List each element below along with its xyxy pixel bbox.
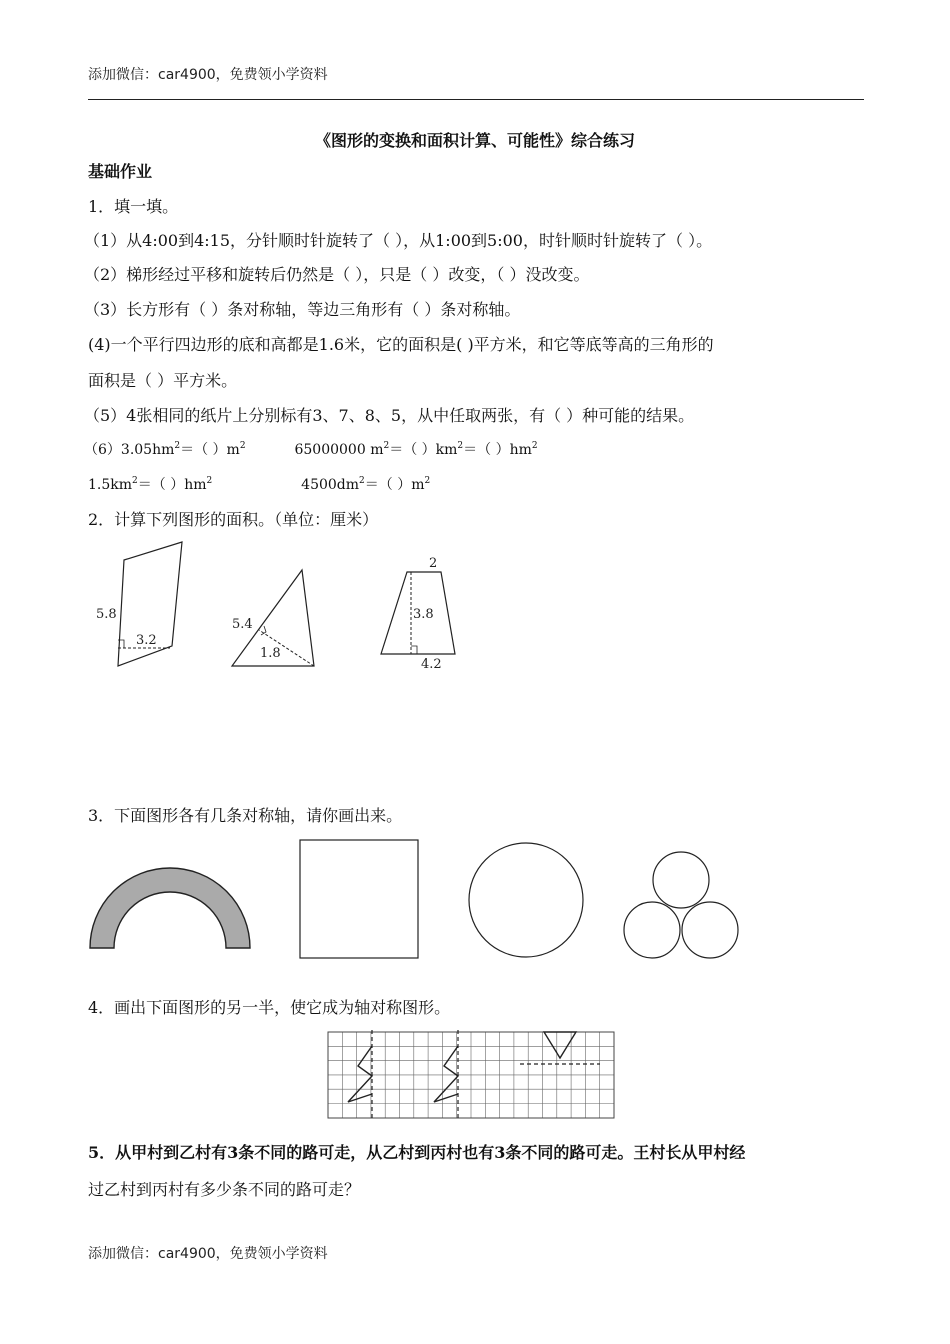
- q1-6a-part2: ＝（ ）m: [180, 442, 240, 458]
- sq-sup: 2: [132, 476, 138, 486]
- circle-left: [624, 902, 680, 958]
- triangle-height-label: 1.8: [260, 646, 281, 661]
- q1-6a-part1: （6）3.05hm: [84, 442, 175, 458]
- square-figure: [298, 838, 422, 962]
- header-text: 添加微信：car4900，免费领小学资料: [88, 67, 328, 83]
- trapezoid-height-label: 3.8: [413, 607, 434, 622]
- q1-6b-part2: ＝（ ）hm: [137, 477, 207, 493]
- trapezoid-bottom-label: 4.2: [421, 657, 442, 672]
- q3-heading: 3．下面图形各有几条对称轴，请你画出来。: [88, 806, 403, 825]
- sq-sup: 2: [531, 441, 538, 451]
- q1-6b-part3: 4500dm: [301, 477, 360, 493]
- semi-ring-shape: [90, 868, 250, 948]
- header-rule: [88, 99, 864, 100]
- q1-heading: 1．填一填。: [88, 197, 179, 216]
- sq-sup: 2: [206, 476, 213, 486]
- circle-right: [682, 902, 738, 958]
- q2-heading: 2．计算下列图形的面积。（单位：厘米）: [88, 510, 379, 529]
- three-circles-figure: [620, 850, 744, 966]
- q5-text-1: 5．从甲村到乙村有3条不同的路可走，从乙村到丙村也有3条不同的路可走。王村长从甲村经: [88, 1143, 746, 1162]
- circle-figure: [466, 840, 590, 964]
- trapezoid-top-label: 2: [429, 556, 438, 571]
- circle-top: [653, 852, 709, 908]
- sq-sup: 2: [239, 441, 246, 451]
- q1-line-6b: [88, 475, 430, 495]
- half-shape-1: [348, 1046, 372, 1102]
- q1-6b-part4: ＝（ ）m: [364, 477, 425, 493]
- q1-line-2: （2）梯形经过平移和旋转后仍然是（ ），只是（ ）改变，（ ）没改变。: [84, 265, 590, 284]
- q5-line-2: 过乙村到丙村有多少条不同的路可走？: [88, 1180, 361, 1199]
- q1-6a-part3: 65000000 m: [294, 442, 384, 458]
- q1-6a-part5: ＝（ ）hm: [463, 442, 532, 458]
- triangle-side-label: 5.4: [232, 617, 253, 632]
- q1-line-4b: 面积是（ ）平方米。: [88, 371, 238, 390]
- page-title: 《图形的变换和面积计算、可能性》综合练习: [314, 131, 635, 150]
- sq-sup: 2: [359, 476, 365, 486]
- footer-text: 添加微信：car4900，免费领小学资料: [88, 1246, 328, 1262]
- q1-6a-part4: ＝（ ）km: [389, 442, 458, 458]
- sq-sup: 2: [174, 441, 181, 451]
- grid-figure: [328, 1030, 616, 1120]
- q4-heading: 4．画出下面图形的另一半，使它成为轴对称图形。: [88, 998, 451, 1017]
- sq-sup: 2: [383, 441, 390, 451]
- square-shape: [300, 840, 418, 958]
- q1-line-1: （1）从4:00到4:15，分针顺时针旋转了（ ），从1:00到5:00，时针顺时针旋转了（ ）。: [84, 231, 713, 250]
- triangle-figure: [228, 566, 328, 676]
- circle-shape: [469, 843, 583, 957]
- q1-line-5: （5）4张相同的纸片上分别标有3、7、8、5，从中任取两张，有（ ）种可能的结果。: [84, 406, 695, 425]
- sq-sup: 2: [457, 441, 464, 451]
- right-angle-mark: [411, 646, 417, 654]
- q1-line-3: （3）长方形有（ ）条对称轴，等边三角形有（ ）条对称轴。: [84, 300, 521, 319]
- section-heading: 基础作业: [88, 162, 153, 181]
- parallelogram-side-label: 5.8: [96, 607, 117, 622]
- parallelogram-base-label: 3.2: [136, 633, 157, 648]
- q1-6b-part1: 1.5km: [88, 477, 133, 493]
- sq-sup: 2: [424, 476, 431, 486]
- semi-ring-figure: [86, 836, 256, 956]
- half-shape-2: [434, 1046, 458, 1102]
- q5-line-1: [88, 1143, 745, 1163]
- right-angle-mark: [261, 626, 266, 635]
- trapezoid-figure: [375, 552, 465, 672]
- parallelogram-figure: [90, 538, 190, 673]
- q1-line-6a: [84, 440, 538, 460]
- q1-line-4a: (4)一个平行四边形的底和高都是1.6米，它的面积是( )平方米，和它等底等高的三角形的: [88, 335, 714, 354]
